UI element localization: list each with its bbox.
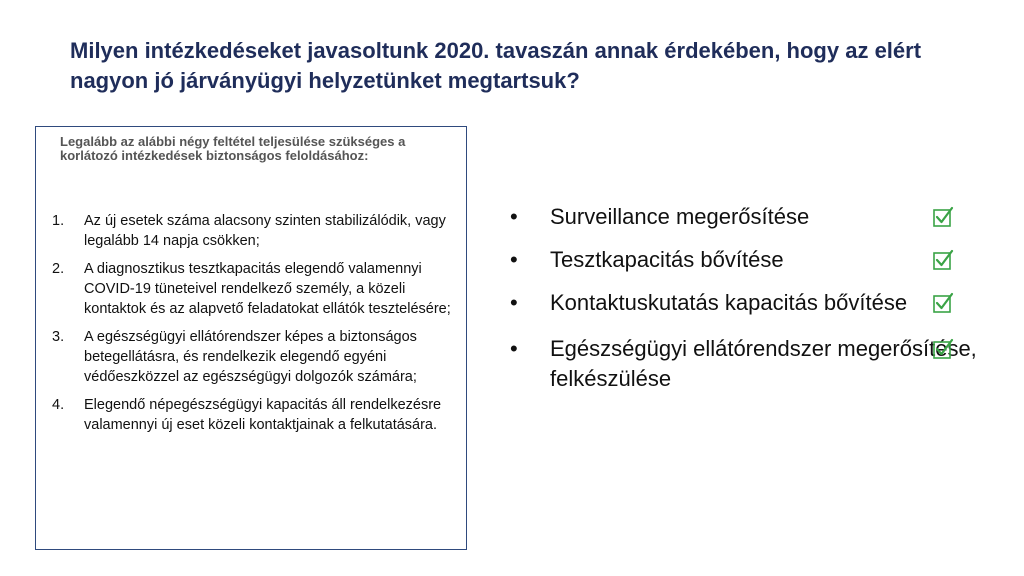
- checkbox-checked-icon: [932, 249, 954, 271]
- conditions-header: Legalább az alábbi négy feltétel teljesülése szükséges a korlátozó intézkedések biztonságos feloldásához:: [60, 134, 406, 163]
- condition-text: A diagnosztikus tesztkapacitás elegendő valamennyi COVID-19 tüneteivel rendelkező személy, a közeli kontaktok és az alapvető feladatokat ellátók tesztelésére;: [84, 261, 451, 317]
- condition-text: A egészségügyi ellátórendszer képes a biztonságos betegellátásra, és rendelkezik elegendő egyéni védőeszközzel az egészségügyi dolgozók számára;: [84, 329, 417, 385]
- condition-item: [52, 395, 462, 435]
- bullet-icon: •: [510, 290, 518, 315]
- measure-label: Kontaktuskutatás kapacitás bővítése: [550, 290, 908, 315]
- condition-item: [52, 211, 462, 251]
- condition-text: Elegendő népegészségügyi kapacitás áll rendelkezésre valamennyi új eset közeli kontaktjainak a felkutatására.: [84, 397, 442, 433]
- measure-label: Tesztkapacitás bővítése: [550, 247, 784, 272]
- measure-item: [510, 202, 980, 232]
- bullet-icon: •: [510, 247, 518, 272]
- conditions-list: [52, 211, 462, 443]
- measure-item: [510, 334, 980, 394]
- condition-item: [52, 327, 462, 387]
- condition-number: 4.: [52, 397, 65, 413]
- condition-number: 2.: [52, 261, 65, 277]
- checkbox-checked-icon: [932, 206, 954, 228]
- measures-list: [510, 202, 980, 394]
- checkbox-checked-icon: [932, 292, 954, 314]
- measure-label: Egészségügyi ellátórendszer megerősítése, felkészülése: [550, 336, 977, 391]
- checkbox-checked-icon: [932, 338, 954, 360]
- measure-item: [510, 288, 980, 318]
- condition-number: 3.: [52, 329, 65, 345]
- conditions-box: [35, 126, 467, 550]
- measure-label: Surveillance megerősítése: [550, 204, 810, 229]
- measure-item: [510, 245, 980, 275]
- condition-number: 1.: [52, 213, 65, 229]
- condition-item: [52, 259, 462, 319]
- bullet-icon: •: [510, 336, 518, 361]
- bullet-icon: •: [510, 204, 518, 229]
- slide-title: Milyen intézkedéseket javasoltunk 2020. tavaszán annak érdekében, hogy az elért nagyon jó járványügyi helyzetünket megtartsuk?: [70, 38, 922, 93]
- condition-text: Az új esetek száma alacsony szinten stabilizálódik, vagy legalább 14 napja csökken;: [84, 213, 446, 249]
